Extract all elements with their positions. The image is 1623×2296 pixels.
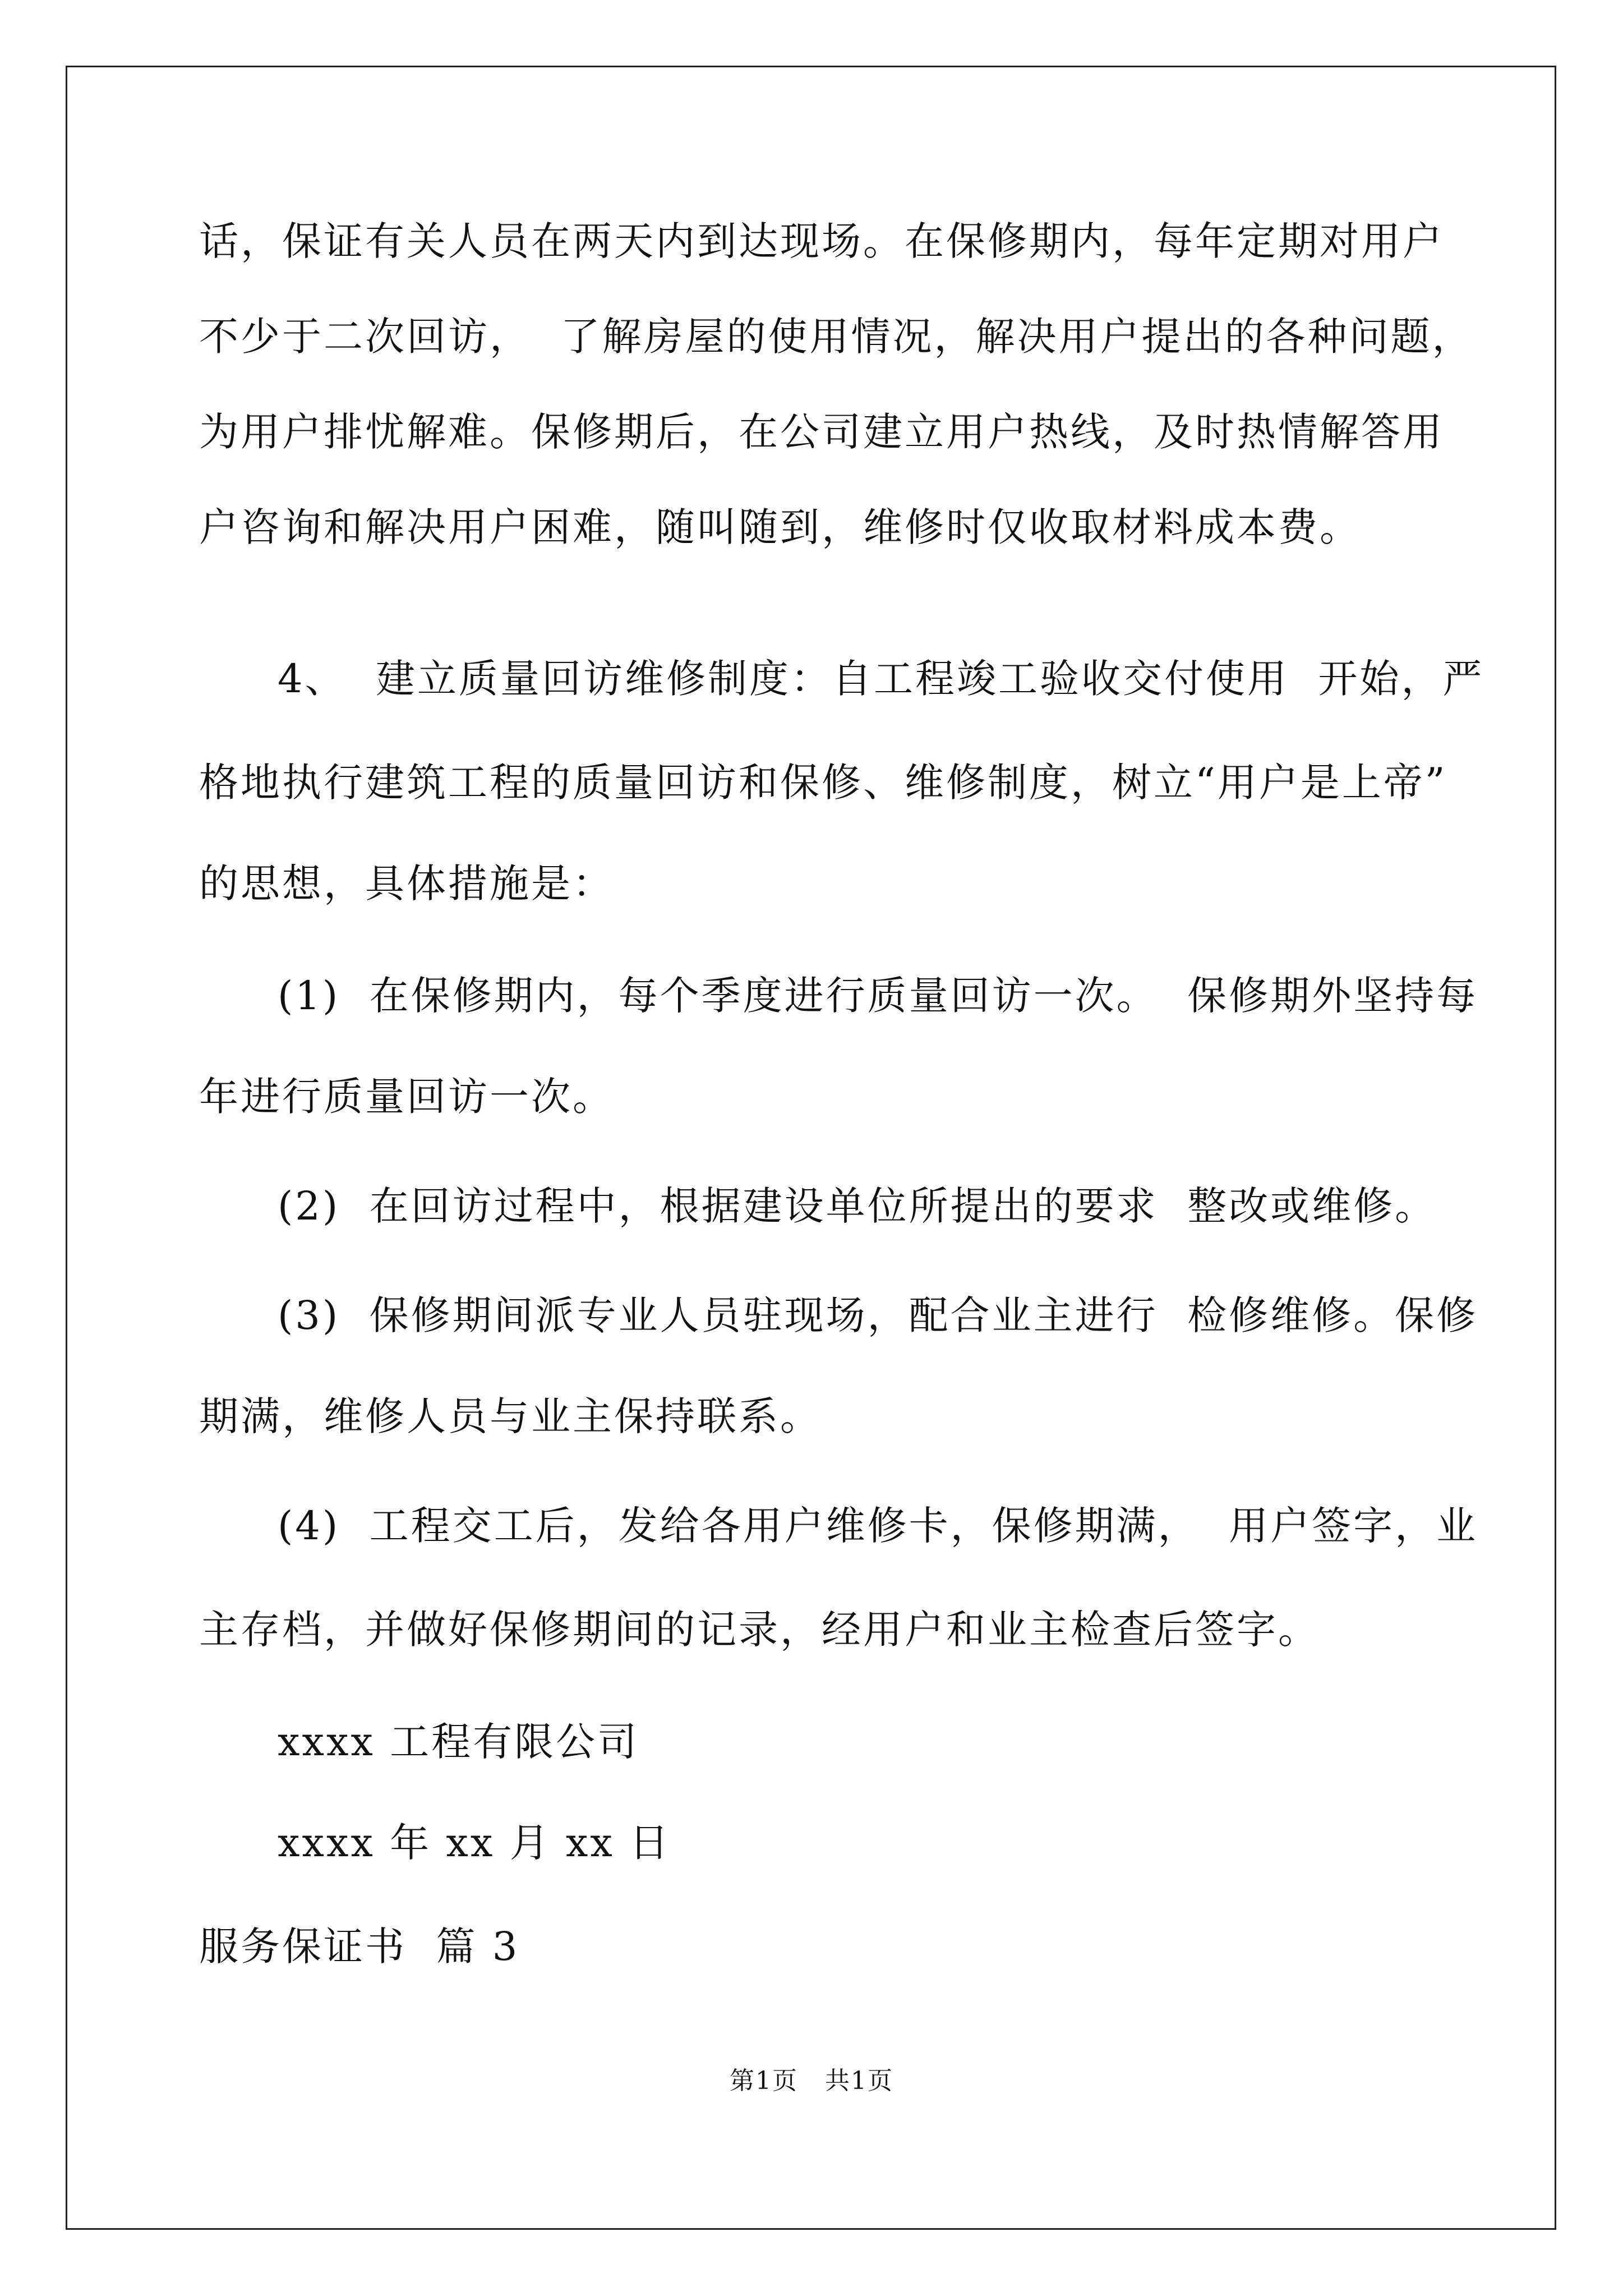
- text-line: (3) 保修期间派专业人员驻现场，配合业主进行 检修维修。保修: [278, 1292, 1478, 1338]
- text-line: 的思想，具体措施是：: [199, 861, 614, 907]
- text-line: 为用户排忧解难。保修期后，在公司建立用户热线，及时热情解答用: [199, 409, 1444, 455]
- page-border: [66, 66, 1556, 2230]
- text-line: 期满，维修人员与业主保持联系。: [199, 1393, 822, 1439]
- text-line: 格地执行建筑工程的质量回访和保修、维修制度，树立“用户是上帝”: [199, 760, 1447, 806]
- text-line: 年进行质量回访一次。: [199, 1074, 614, 1120]
- company-name: xxxx 工程有限公司: [278, 1719, 639, 1765]
- page-footer: 第1页 共1页: [730, 2067, 893, 2095]
- text-line: 4、 建立质量回访维修制度：自工程竣工验收交付使用 开始，严: [278, 656, 1484, 702]
- text-line: 户咨询和解决用户困难，随叫随到，维修时仅收取材料成本费。: [199, 504, 1361, 550]
- section-heading: 服务保证书 篇 3: [199, 1924, 520, 1970]
- text-line: (1) 在保修期内，每个季度进行质量回访一次。 保修期外坚持每: [278, 973, 1478, 1019]
- text-line: (2) 在回访过程中，根据建设单位所提出的要求 整改或维修。: [278, 1183, 1437, 1229]
- text-line: 主存档，并做好保修期间的记录，经用户和业主检查后签字。: [199, 1607, 1320, 1653]
- date-line: xxxx 年 xx 月 xx 日: [278, 1820, 671, 1866]
- text-line: (4) 工程交工后，发给各用户维修卡，保修期满， 用户签字，业: [278, 1503, 1478, 1549]
- text-line: 不少于二次回访， 了解房屋的使用情况，解决用户提出的各种问题，: [199, 314, 1474, 360]
- text-line: 话，保证有关人员在两天内到达现场。在保修期内，每年定期对用户: [199, 218, 1444, 264]
